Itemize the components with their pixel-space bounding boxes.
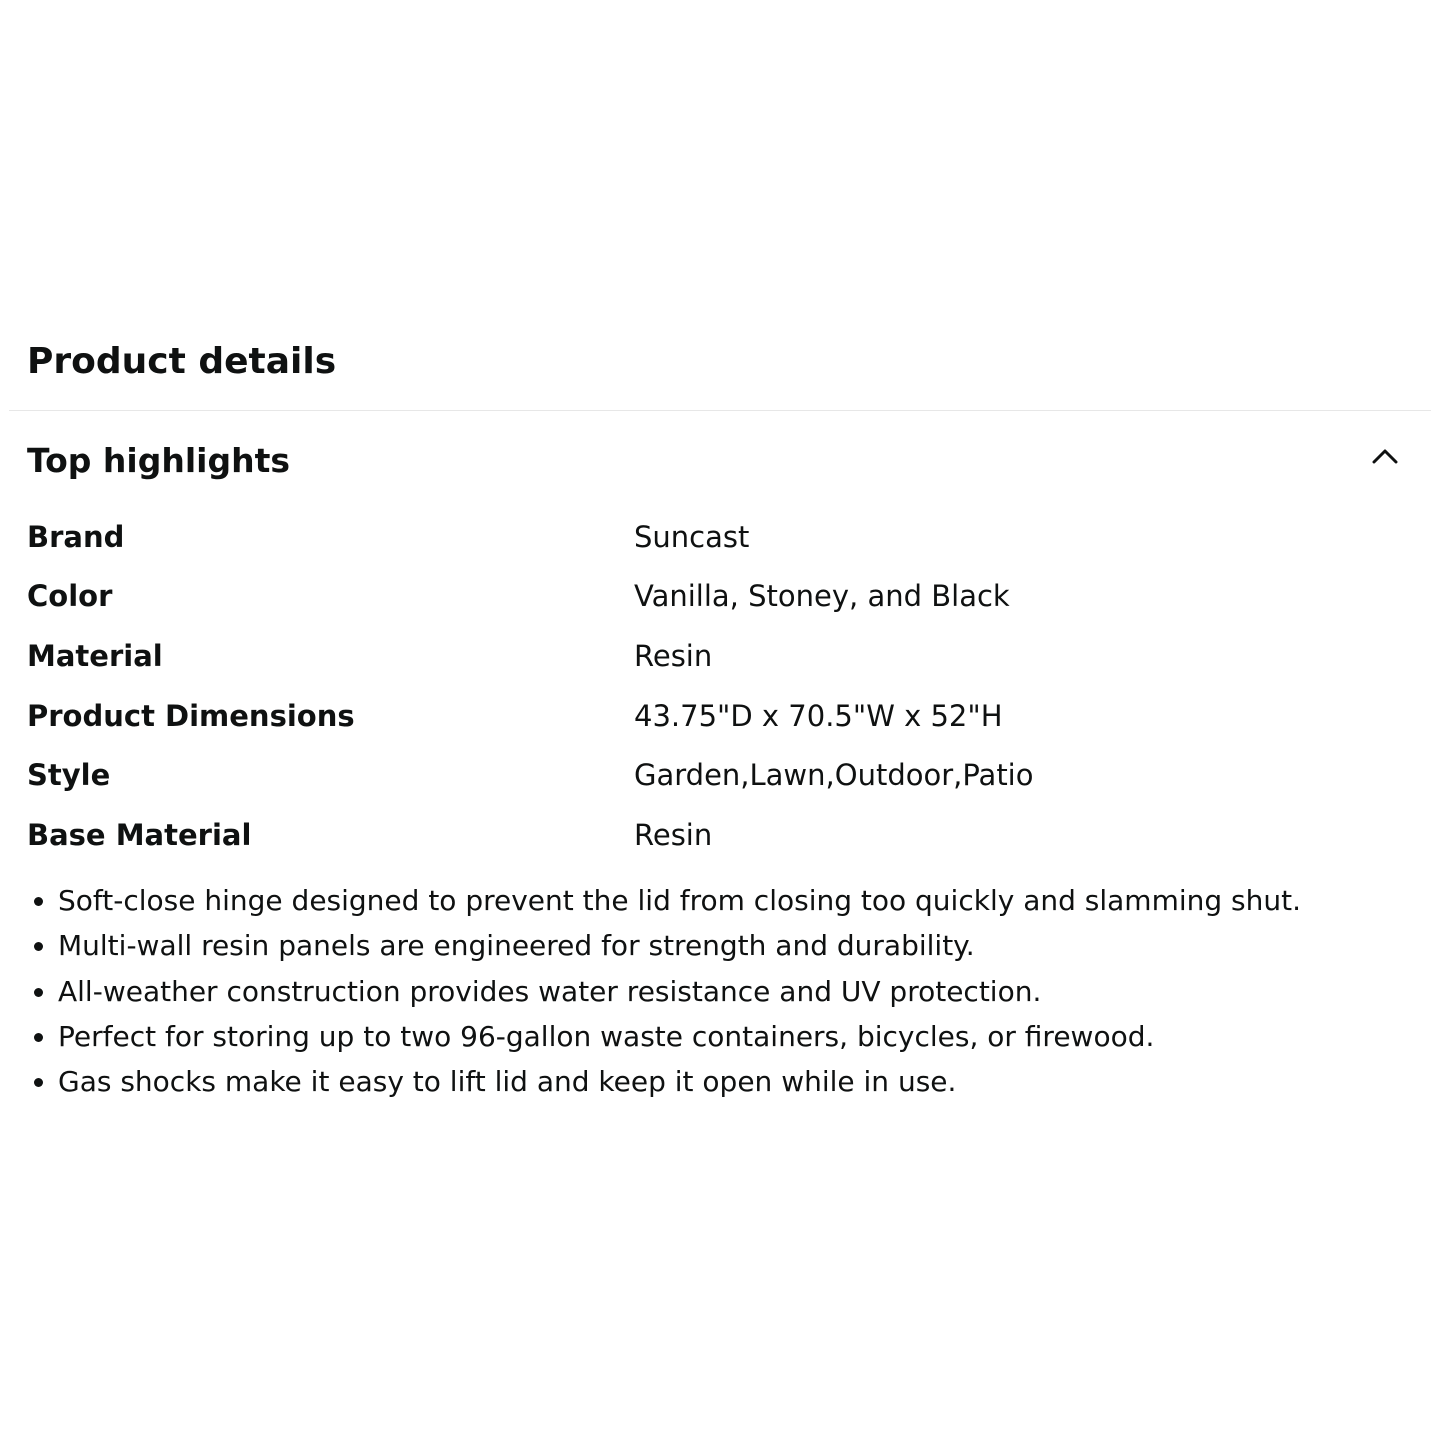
attribute-label: Base Material <box>27 817 252 852</box>
attribute-value: Suncast <box>634 519 750 554</box>
attribute-label: Brand <box>27 519 125 554</box>
table-row <box>27 626 1034 686</box>
table-row <box>27 567 1034 627</box>
section-title: Top highlights <box>27 441 290 480</box>
list-item: • Soft-close hinge designed to prevent the lid from closing too quickly and slamming shut. <box>58 878 1301 923</box>
list-item: • Perfect for storing up to two 96-gallon waste containers, bicycles, or firewood. <box>58 1014 1301 1059</box>
attribute-label: Material <box>27 638 163 673</box>
table-row <box>27 507 1034 567</box>
table-row <box>27 805 1034 865</box>
section-divider <box>9 410 1431 411</box>
attribute-value: Resin <box>634 638 713 673</box>
attribute-value: Resin <box>634 817 713 852</box>
highlights-table <box>27 507 1034 865</box>
page-title: Product details <box>27 341 337 382</box>
table-row <box>27 686 1034 746</box>
attribute-value: 43.75"D x 70.5"W x 52"H <box>634 698 1003 733</box>
list-item: • All-weather construction provides water resistance and UV protection. <box>58 969 1301 1014</box>
feature-bullet-list <box>58 878 1301 1104</box>
table-row <box>27 745 1034 805</box>
attribute-label: Style <box>27 758 111 793</box>
attribute-label: Product Dimensions <box>27 698 355 733</box>
attribute-label: Color <box>27 579 113 614</box>
attribute-value: Vanilla, Stoney, and Black <box>634 579 1010 614</box>
chevron-up-icon[interactable] <box>1370 442 1400 472</box>
attribute-value: Garden,Lawn,Outdoor,Patio <box>634 758 1034 793</box>
list-item: • Multi-wall resin panels are engineered for strength and durability. <box>58 923 1301 968</box>
top-highlights-toggle[interactable] <box>0 430 1440 494</box>
list-item: • Gas shocks make it easy to lift lid and keep it open while in use. <box>58 1059 1301 1104</box>
